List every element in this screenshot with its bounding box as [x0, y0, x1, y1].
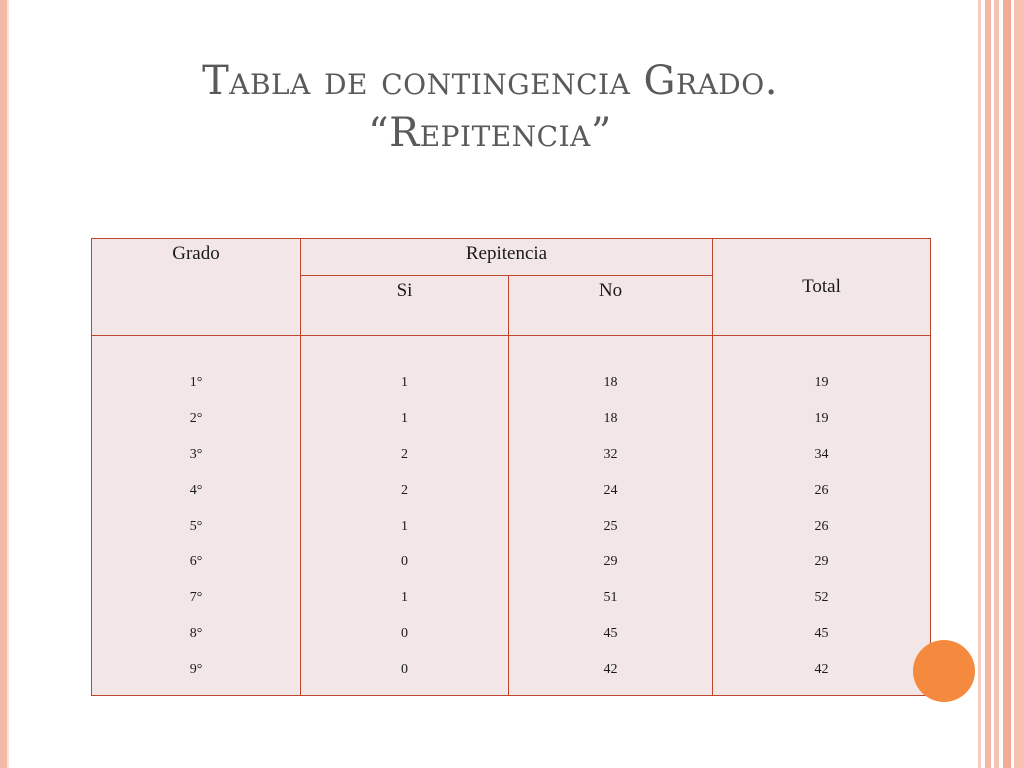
- table-cell-total: 19: [814, 410, 829, 426]
- header-no: No: [598, 279, 623, 301]
- column-total-values: [713, 336, 931, 696]
- table-cell-grado: 3°: [189, 446, 203, 462]
- column-si-values: [301, 336, 509, 696]
- table-cell-no: 32: [603, 446, 618, 462]
- right-decor-stripe: [994, 0, 999, 768]
- left-decor-stripe-thin: [7, 0, 9, 768]
- header-si-cell: [301, 275, 509, 335]
- table-cell-no: 18: [603, 375, 618, 390]
- slide-title-line2: “Repitencia”: [368, 110, 612, 156]
- right-decor-stripe: [985, 0, 991, 768]
- table-cell-no: 45: [603, 626, 618, 642]
- left-decor-stripe: [0, 0, 7, 768]
- table-cell-total: 26: [814, 518, 829, 534]
- table-cell-si: 1: [401, 590, 408, 606]
- slide-title: [40, 55, 940, 159]
- table-cell-si: 1: [401, 410, 408, 426]
- table-cell-total: 34: [814, 446, 829, 462]
- table-cell-total: 45: [814, 626, 829, 642]
- table-cell-grado: 2°: [189, 410, 203, 426]
- contingency-table: [91, 238, 931, 696]
- table-cell-no: 51: [603, 590, 618, 606]
- table-cell-grado: 4°: [189, 482, 203, 498]
- column-no-values: [509, 336, 713, 696]
- table-cell-si: 0: [401, 626, 408, 642]
- table-cell-total: 29: [814, 554, 829, 570]
- column-grado-values: [92, 336, 301, 696]
- header-total: Total: [713, 239, 931, 336]
- header-repitencia-cell: [301, 239, 713, 276]
- right-decor-stripe: [978, 0, 981, 768]
- slide-title-line1: Tabla de contingencia Grado.: [202, 58, 778, 104]
- header-repitencia: Repitencia: [465, 243, 548, 264]
- table-cell-total: 19: [814, 375, 829, 390]
- table-cell-si: 1: [401, 375, 408, 390]
- table-cell-no: 24: [603, 482, 618, 498]
- right-decor-stripe: [1003, 0, 1011, 768]
- table-cell-si: 1: [401, 518, 408, 534]
- table-cell-grado: 5°: [189, 518, 203, 534]
- table-cell-grado: 6°: [189, 554, 203, 570]
- header-grado: Grado: [92, 239, 301, 336]
- table-cell-grado: 8°: [189, 626, 203, 642]
- table-cell-grado: 7°: [189, 590, 203, 606]
- table-cell-si: 0: [401, 662, 408, 678]
- table-cell-total: 42: [814, 662, 829, 678]
- table-cell-total: 52: [814, 590, 829, 606]
- table-cell-total: 26: [814, 482, 829, 498]
- table-cell-si: 2: [401, 446, 408, 462]
- table-cell-no: 42: [603, 662, 618, 678]
- table-cell-grado: 1°: [189, 375, 203, 390]
- table-cell-no: 29: [603, 554, 618, 570]
- header-si: Si: [396, 279, 413, 301]
- decorative-circle: [913, 640, 975, 702]
- table-cell-si: 2: [401, 482, 408, 498]
- table-cell-no: 18: [603, 410, 618, 426]
- header-no-cell: [509, 275, 713, 335]
- table-cell-grado: 9°: [189, 662, 203, 678]
- table-cell-si: 0: [401, 554, 408, 570]
- table-cell-no: 25: [603, 518, 618, 534]
- right-decor-stripe: [1014, 0, 1024, 768]
